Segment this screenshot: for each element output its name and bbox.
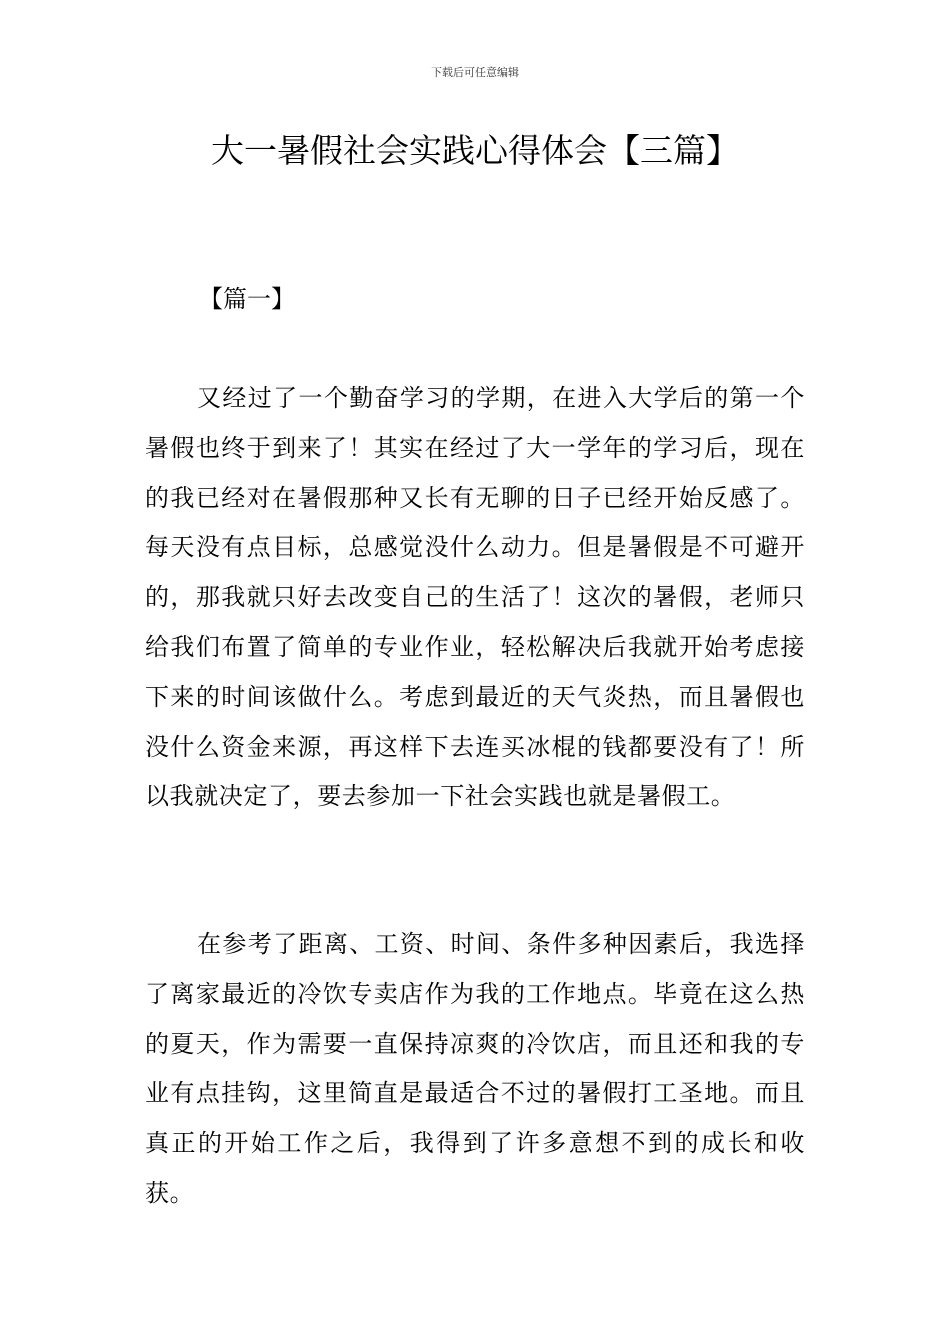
document-title: 大一暑假社会实践心得体会【三篇】 [211,131,739,170]
body-paragraph-1: 又经过了一个勤奋学习的学期，在进入大学后的第一个暑假也终于到来了！其实在经过了大一学年的学习后，现在的我已经对在暑假那种又长有无聊的日子已经开始反感了。每天没有点目标，总感觉没什么动力。但是暑假是不可避开的，那我就只好去改变自己的生活了！这次的暑假，老师只给我们布置了简单的专业作业，轻松解决后我就开始考虑接下来的时间该做什么。考虑到最近的天气炎热，而且暑假也没什么资金来源，再这样下去连买冰棍的钱都要没有了！所以我就决定了，要去参加一下社会实践也就是暑假工。 [145,384,805,811]
page-header-note: 下载后可任意编辑 [431,66,519,79]
section-heading: 【篇一】 [199,285,295,313]
body-paragraph-2: 在参考了距离、工资、时间、条件多种因素后，我选择了离家最近的冷饮专卖店作为我的工作地点。毕竟在这么热的夏天，作为需要一直保持凉爽的冷饮店，而且还和我的专业有点挂钩，这里简直是最适合不过的暑假打工圣地。而且真正的开始工作之后，我得到了许多意想不到的成长和收获。 [145,930,805,1207]
